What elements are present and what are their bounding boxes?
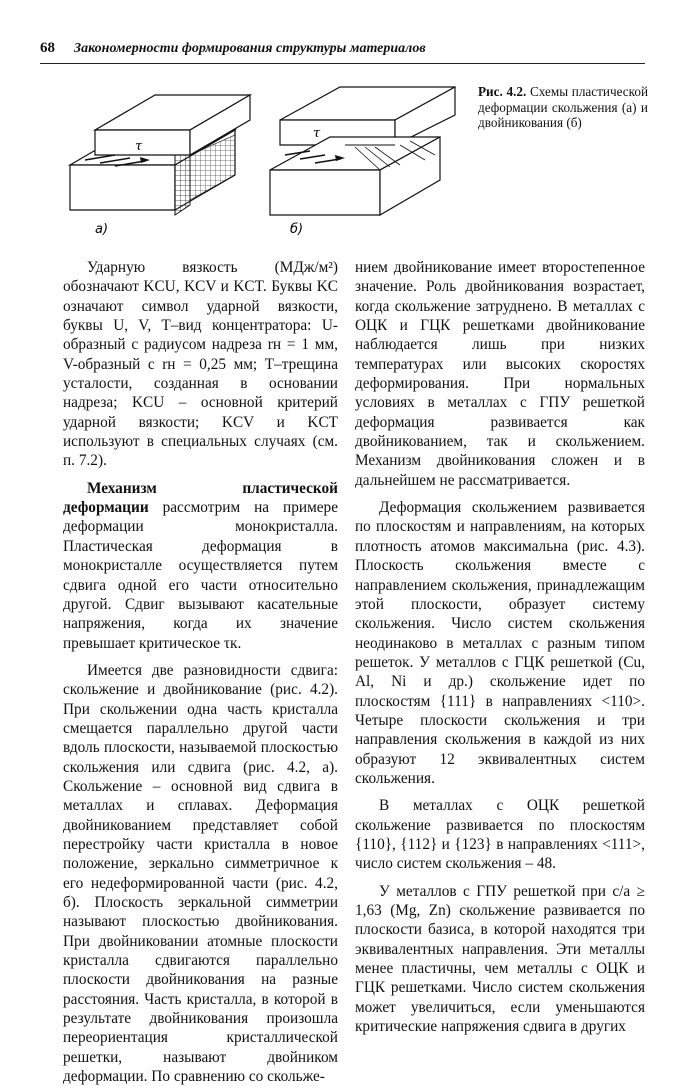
running-title: Закономерности формирования структуры материалов	[74, 41, 426, 56]
paragraph-lead: Механизм пластической деформации	[63, 479, 338, 517]
page-header	[40, 40, 650, 62]
figure-4-2	[55, 75, 475, 250]
paragraph	[63, 479, 338, 653]
header-rule	[40, 63, 645, 64]
paragraph: В металлах с ОЦК решеткой скольжение развивается по плоскостям {110}, {112} и {123} в направлениях <111>, число систем скольжения – 48.	[355, 797, 645, 873]
caption-text: Схемы пластической деформации скольжения (а) и двойникования (б)	[478, 84, 648, 130]
paragraph-body: рассмотрим на примере деформации монокристалла. Пластическая деформация в монокристалле осуществляется путем сдвига одной его части относительно другой. Сдвиг вызывают касательные напряжения, когда их значение превышает критическое τк.	[63, 499, 338, 652]
figure-4-2-drawing	[55, 75, 475, 250]
twinning-diagram	[270, 87, 455, 215]
paragraph: У металлов с ГПУ решеткой при c/a ≥ 1,63 (Mg, Zn) скольжение развивается по плоскости базиса, в которой находятся три эквивалентных направления. Эти металлы менее пластичны, чем металлы с ОЦК и ГЦК решетками. Число систем скольжения может увеличиться, если уменьшаются критические напряжения сдвига в других	[355, 882, 645, 1036]
paragraph: нием двойникование имеет второстепенное значение. Роль двойникования возрастает, когда скольжение затруднено. В металлах с ОЦК и ГЦК решетками двойникование наблюдается лишь при низких температурах или высоких скоростях деформирования. При нормальных условиях в металлах с ГПУ решеткой деформация развивается как двойникованием, так и скольжением. Механизм двойникования сложен и в дальнейшем не рассматривается.	[355, 259, 645, 489]
paragraph: Ударную вязкость (МДж/м²) обозначают KCU, KCV и KCT. Буквы KC означают символ ударной вязкости, буквы U, V, T–вид концентратора: U-образный с радиусом надреза rн = 1 мм, V-образный с rн = 0,25 мм; T–трещина усталости, созданная в основании надреза; KCU – основной критерий ударной вязкости; KCV и KCT используют в специальных случаях (см. п. 7.2).	[63, 259, 338, 470]
paragraph: Имеется две разновидности сдвига: скольжение и двойникование (рис. 4.2). При скольжении одна часть кристалла смещается параллельно другой части вдоль плоскости, называемой плоскостью скольжения или сдвига (рис. 4.2, а). Скольжение – основной вид сдвига в металлах и сплавах. Деформация двойникованием представляет собой перестройку части кристалла в новое положение, зеркально симметричное к его недеформированной части (рис. 4.2, б). Плоскость зеркальной симметрии называют плоскостью двойникования. При двойниковании атомные плоскости кристалла сдвигаются параллельно плоскости двойникования на разные расстояния. Часть кристалла, в которой в результате двойникования произошла переориентация кристаллической решетки, называют двойником деформации. По сравнению со скольже-	[63, 661, 338, 1086]
tau-label-b: τ	[313, 126, 321, 141]
paragraph: Деформация скольжением развивается по плоскостям и направлениям, на которых плотность атомов максимальна (рис. 4.3). Плоскость скольжения вместе с направлением скольжения, принадлежащим этой плоскости, образует систему скольжения. Число систем скольжения неодинаково в металлах с разным типом решеток. У металлов с ГЦК решеткой (Cu, Al, Ni и др.) скольжение идет по плоскостям {111} в направлениях <110>. Четыре плоскости скольжения и три направления скольжения в каждой из них образуют 12 эквивалентных систем скольжения.	[355, 499, 645, 787]
right-column	[355, 258, 645, 1036]
figure-label-b: б)	[290, 222, 304, 237]
left-column	[63, 258, 338, 1086]
figure-label-a: а)	[95, 222, 109, 237]
tau-label-a: τ	[135, 139, 143, 154]
slip-diagram	[70, 95, 250, 215]
figure-caption	[478, 84, 648, 131]
caption-label: Рис. 4.2.	[478, 84, 527, 99]
page-number: 68	[40, 40, 55, 56]
